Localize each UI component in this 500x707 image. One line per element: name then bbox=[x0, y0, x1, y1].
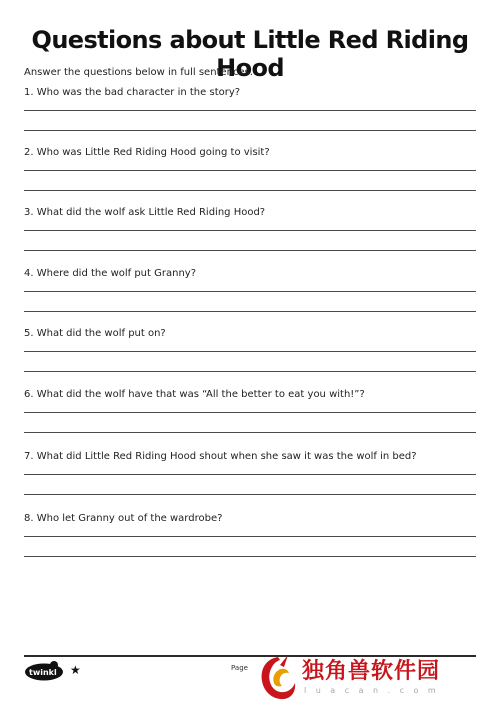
question-6 bbox=[24, 388, 476, 433]
question-text: 8. Who let Granny out of the wardrobe? bbox=[24, 513, 223, 524]
answer-line[interactable] bbox=[24, 494, 476, 495]
page-label: Page bbox=[231, 664, 248, 672]
answer-line[interactable] bbox=[24, 412, 476, 413]
answer-line[interactable] bbox=[24, 230, 476, 231]
watermark-title: 独角兽软件园 bbox=[302, 659, 441, 684]
question-8 bbox=[24, 512, 476, 557]
answer-line[interactable] bbox=[24, 110, 476, 111]
question-text: 1. Who was the bad character in the story? bbox=[24, 87, 241, 98]
answer-line[interactable] bbox=[24, 371, 476, 372]
answer-line[interactable] bbox=[24, 170, 476, 171]
question-text: 6. What did the wolf have that was “All the better to eat you with!”? bbox=[24, 389, 365, 400]
answer-line[interactable] bbox=[24, 556, 476, 557]
question-1 bbox=[24, 86, 476, 131]
answer-line[interactable] bbox=[24, 351, 476, 352]
answer-line[interactable] bbox=[24, 474, 476, 475]
watermark bbox=[252, 650, 500, 707]
question-4 bbox=[24, 267, 476, 312]
twinkl-logo bbox=[24, 661, 64, 681]
answer-line[interactable] bbox=[24, 190, 476, 191]
watermark-url: luacan.com bbox=[304, 686, 446, 695]
answer-line[interactable] bbox=[24, 536, 476, 537]
question-text: 2. Who was Little Red Riding Hood going to visit? bbox=[24, 147, 270, 158]
answer-line[interactable] bbox=[24, 432, 476, 433]
question-7 bbox=[24, 450, 476, 495]
question-text: 4. Where did the wolf put Granny? bbox=[24, 268, 197, 279]
answer-line[interactable] bbox=[24, 250, 476, 251]
answer-line[interactable] bbox=[24, 311, 476, 312]
answer-line[interactable] bbox=[24, 291, 476, 292]
worksheet-title: Questions about Little Red Riding Hood bbox=[31, 26, 469, 82]
question-text: 7. What did Little Red Riding Hood shout when she saw it was the wolf in bed? bbox=[24, 451, 417, 462]
instructions-text: Answer the questions below in full sentences. bbox=[24, 67, 253, 78]
question-text: 3. What did the wolf ask Little Red Riding Hood? bbox=[24, 207, 266, 218]
question-5 bbox=[24, 327, 476, 372]
question-2 bbox=[24, 146, 476, 191]
logo-text: twinkl bbox=[29, 668, 57, 677]
answer-line[interactable] bbox=[24, 130, 476, 131]
star-icon: ★ bbox=[70, 663, 81, 677]
question-3 bbox=[24, 206, 476, 251]
question-text: 5. What did the wolf put on? bbox=[24, 328, 166, 339]
unicorn-logo-icon bbox=[258, 653, 298, 703]
